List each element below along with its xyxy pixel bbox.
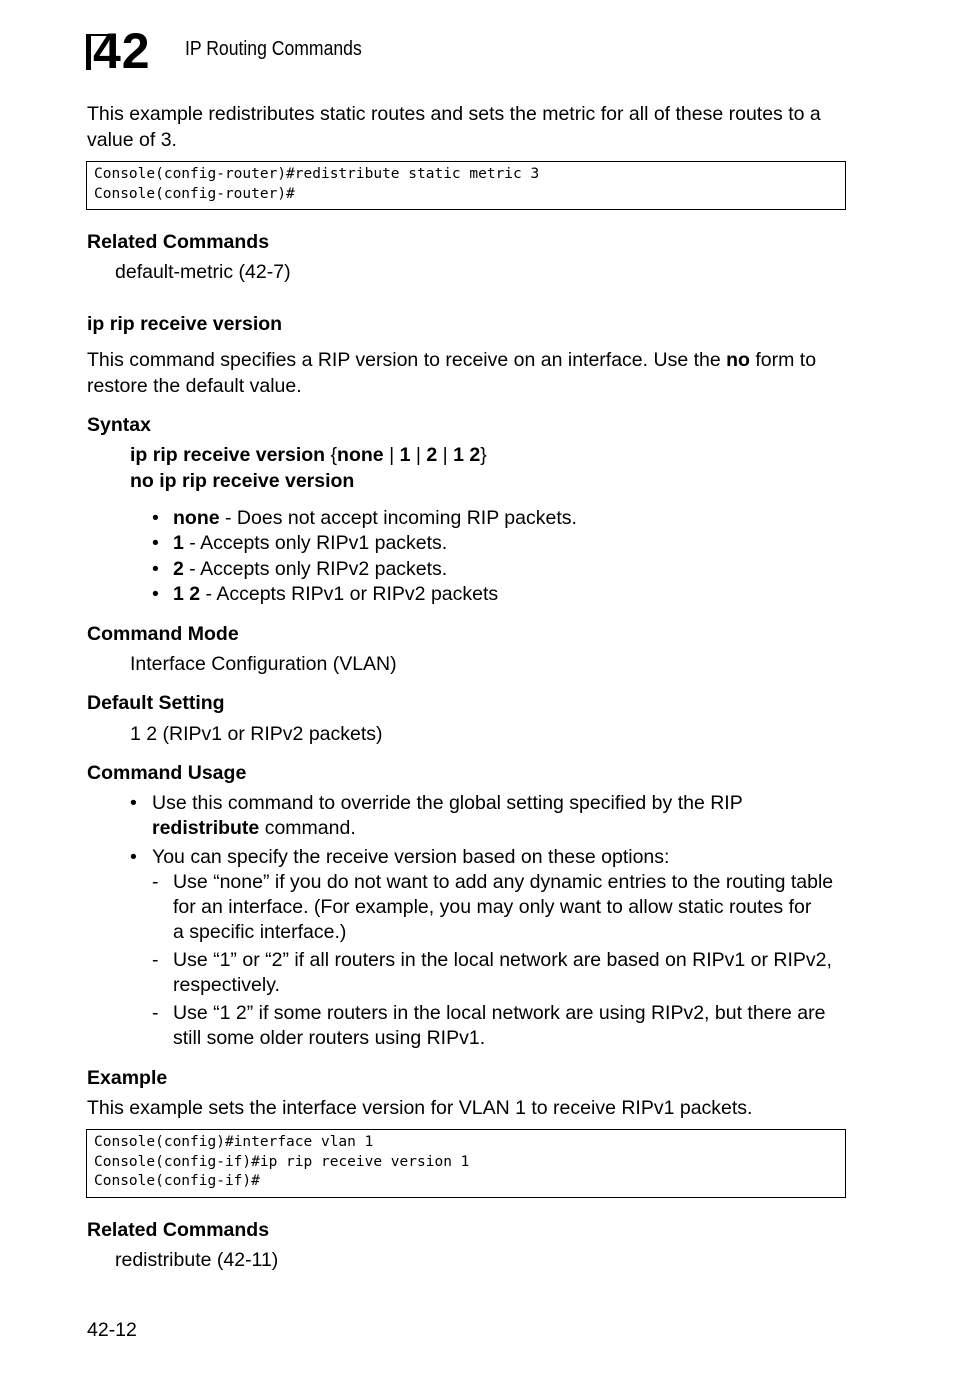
prev-code-block xyxy=(86,161,846,210)
command-description: This command specifies a RIP version to receive on an interface. Use the no form to restore the default value. xyxy=(87,349,817,397)
command-mode-text: Interface Configuration (VLAN) xyxy=(130,653,397,675)
usage-item-1: Use this command to override the global setting specified by the RIP redistribute command. xyxy=(152,792,743,839)
page-number: 42-12 xyxy=(87,1319,137,1341)
list-item: - xyxy=(152,949,159,971)
chapter-number: 42 xyxy=(93,23,151,79)
syntax-no-line: no ip rip receive version xyxy=(130,470,355,492)
code-line: Console(config)#interface vlan 1 xyxy=(94,1134,374,1150)
related-commands-heading: Related Commands xyxy=(87,1219,270,1241)
related-command-link[interactable]: default-metric (42-7) xyxy=(115,261,291,283)
syntax-line: ip rip receive version {none | 1 | 2 | 1 2} xyxy=(130,444,487,466)
usage-subitem-1: Use “none” if you do not want to add any dynamic entries to the routing table for an interface. (For example, you may only want to allow static routes for a specific interface.) xyxy=(173,871,834,943)
command-title: ip rip receive version xyxy=(87,313,283,335)
option-1-2: 1 2 - Accepts RIPv1 or RIPv2 packets xyxy=(173,583,499,605)
default-setting-text: 1 2 (RIPv1 or RIPv2 packets) xyxy=(130,723,383,745)
command-usage-heading: Command Usage xyxy=(87,762,247,784)
default-setting-heading: Default Setting xyxy=(87,692,225,714)
code-line: Console(config-if)# xyxy=(94,1173,260,1189)
usage-subitem-3: Use “1 2” if some routers in the local network are using RIPv2, but there are still some older routers using RIPv1. xyxy=(173,1002,826,1049)
example-code-block xyxy=(86,1129,846,1198)
usage-subitem-2: Use “1” or “2” if all routers in the local network are based on RIPv1 or RIPv2, respectively. xyxy=(173,949,832,996)
related-command-link[interactable]: redistribute (42-11) xyxy=(115,1249,279,1271)
list-item: • xyxy=(152,558,159,580)
command-mode-heading: Command Mode xyxy=(87,623,239,645)
list-item: - xyxy=(152,1002,159,1024)
list-item: • xyxy=(130,846,137,868)
code-line: Console(config-router)# xyxy=(94,185,295,202)
option-1: 1 - Accepts only RIPv1 packets. xyxy=(173,532,448,554)
option-2: 2 - Accepts only RIPv2 packets. xyxy=(173,558,448,580)
usage-item-2: You can specify the receive version based on these options: xyxy=(152,846,670,868)
list-item: • xyxy=(152,532,159,554)
list-item: - xyxy=(152,871,159,893)
syntax-heading: Syntax xyxy=(87,414,151,436)
related-commands-heading: Related Commands xyxy=(87,231,270,253)
list-item: • xyxy=(130,792,137,814)
list-item: • xyxy=(152,583,159,605)
example-heading: Example xyxy=(87,1067,168,1089)
option-none: none - Does not accept incoming RIP packets. xyxy=(173,507,577,529)
chapter-title: IP Routing Commands xyxy=(185,38,362,60)
example-text: This example sets the interface version for VLAN 1 to receive RIPv1 packets. xyxy=(87,1097,753,1119)
chapter-number-badge xyxy=(86,23,166,79)
list-item: • xyxy=(152,507,159,529)
code-line: Console(config-if)#ip rip receive version 1 xyxy=(94,1153,470,1170)
code-line: Console(config-router)#redistribute static metric 3 xyxy=(94,166,540,182)
prev-example-text: This example redistributes static routes and sets the metric for all of these routes to a value of 3. xyxy=(87,103,821,151)
